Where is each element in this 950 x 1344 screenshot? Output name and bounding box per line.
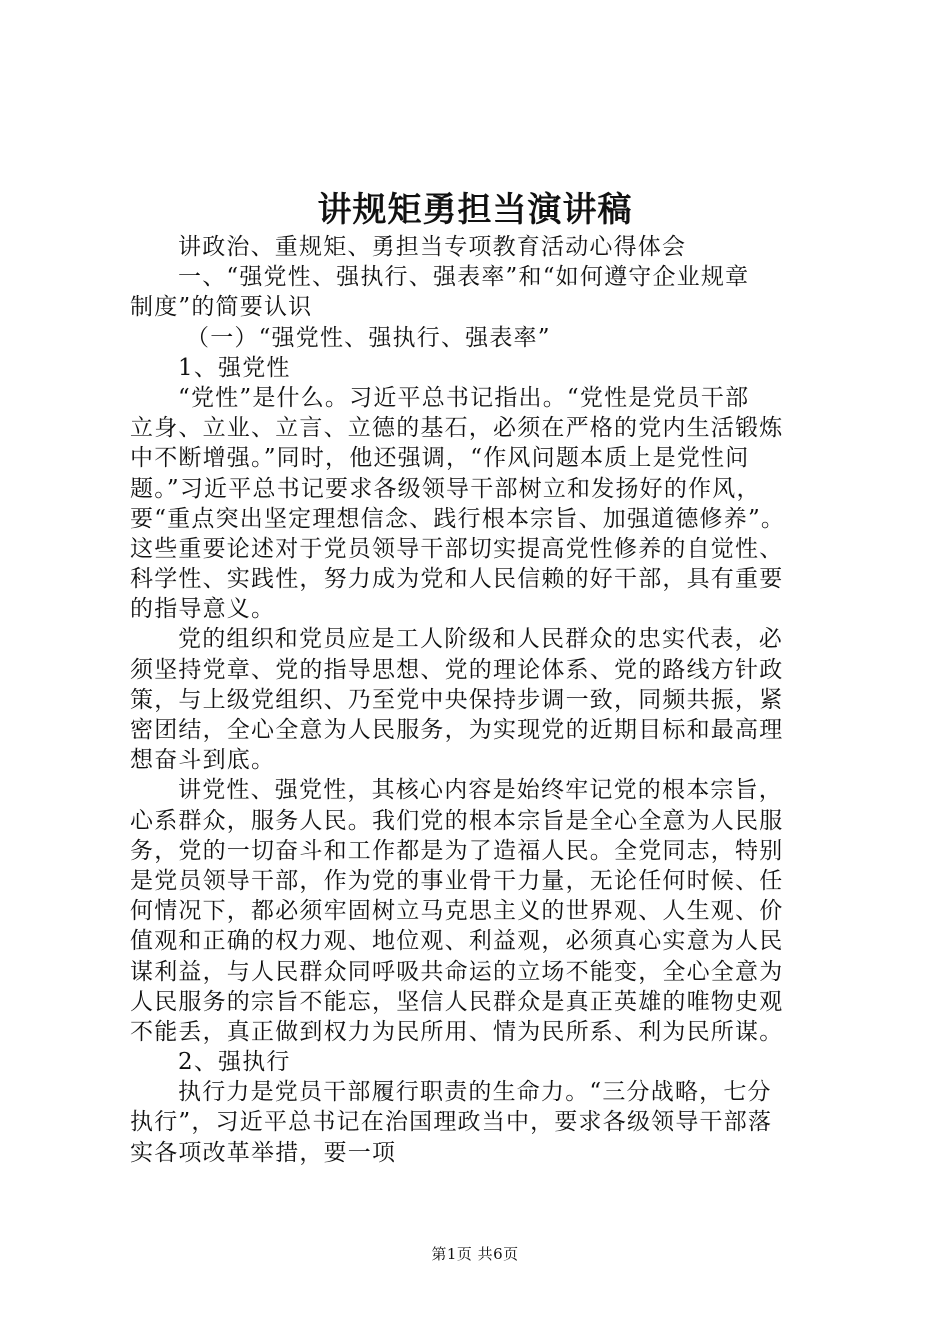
paragraph-line: 执行”，习近平总书记在治国理政当中，要求各级领导干部落: [130, 1109, 773, 1136]
paragraph-line: 值观和正确的权力观、地位观、利益观，必须真心实意为人民: [130, 928, 784, 955]
paragraph-line: 中不断增强。”同时，他还强调，“作风问题本质上是党性问: [130, 445, 750, 472]
paragraph-line: 题。”习近平总书记要求各级领导干部树立和发扬好的作风，: [130, 475, 761, 502]
paragraph-line: 不能丢，真正做到权力为民所用、情为民所系、利为民所谋。: [130, 1018, 784, 1045]
paragraph-line: “党性”是什么。习近平总书记指出。“党性是党员干部: [178, 384, 750, 411]
paragraph-line: 是党员领导干部，作为党的事业骨干力量，无论任何时候、任: [130, 867, 784, 894]
subsection-heading: （一）“强党性、强执行、强表率”: [186, 324, 551, 351]
paragraph-line: 的指导意义。: [130, 596, 276, 623]
paragraph-line: 执行力是党员干部履行职责的生命力。“三分战略，七分: [178, 1079, 772, 1106]
item-heading: 2、强执行: [178, 1049, 291, 1076]
paragraph-line: 心系群众，服务人民。我们党的根本宗旨是全心全意为人民服: [130, 807, 784, 834]
document-body: [130, 232, 830, 1168]
item-heading: 1、强党性: [178, 354, 291, 381]
paragraph-line: 想奋斗到底。: [130, 747, 276, 774]
paragraph-line: 党的组织和党员应是工人阶级和人民群众的忠实代表，必: [178, 626, 783, 653]
paragraph-line: 何情况下，都必须牢固树立马克思主义的世界观、人生观、价: [130, 898, 784, 925]
paragraph-line: 人民服务的宗旨不能忘，坚信人民群众是真正英雄的唯物史观: [130, 988, 784, 1015]
paragraph-line: 须坚持党章、党的指导思想、党的理论体系、党的路线方针政: [130, 656, 784, 683]
page-number-footer: 第1页 共6页: [431, 1245, 519, 1263]
paragraph-line: 务，党的一切奋斗和工作都是为了造福人民。全党同志，特别: [130, 837, 784, 864]
paragraph-line: 立身、立业、立言、立德的基石，必须在严格的党内生活锻炼: [130, 415, 784, 442]
paragraph-line: 讲党性、强党性，其核心内容是始终牢记党的根本宗旨，: [178, 777, 783, 804]
subtitle-line: 讲政治、重规矩、勇担当专项教育活动心得体会: [178, 234, 687, 260]
paragraph-line: 谋利益，与人民群众同呼吸共命运的立场不能变，全心全意为: [130, 958, 784, 985]
document-title: 讲规矩勇担当演讲稿: [317, 190, 633, 230]
paragraph-line: 密团结，全心全意为人民服务，为实现党的近期目标和最高理: [130, 717, 784, 743]
paragraph-line: 要“重点突出坚定理想信念、践行根本宗旨、加强道德修养”。: [130, 505, 786, 532]
paragraph-line: 策，与上级党组织、乃至党中央保持步调一致，同频共振，紧: [130, 686, 784, 713]
paragraph-line: 实各项改革举措，要一项: [130, 1139, 397, 1166]
section-heading-line: 一、“强党性、强执行、强表率”和“如何遵守企业规章: [178, 264, 750, 291]
paragraph-line: 科学性、实践性，努力成为党和人民信赖的好干部，具有重要: [130, 566, 784, 593]
section-heading-line: 制度”的简要认识: [130, 294, 313, 321]
paragraph-line: 这些重要论述对于党员领导干部切实提高党性修养的自觉性、: [130, 535, 784, 562]
